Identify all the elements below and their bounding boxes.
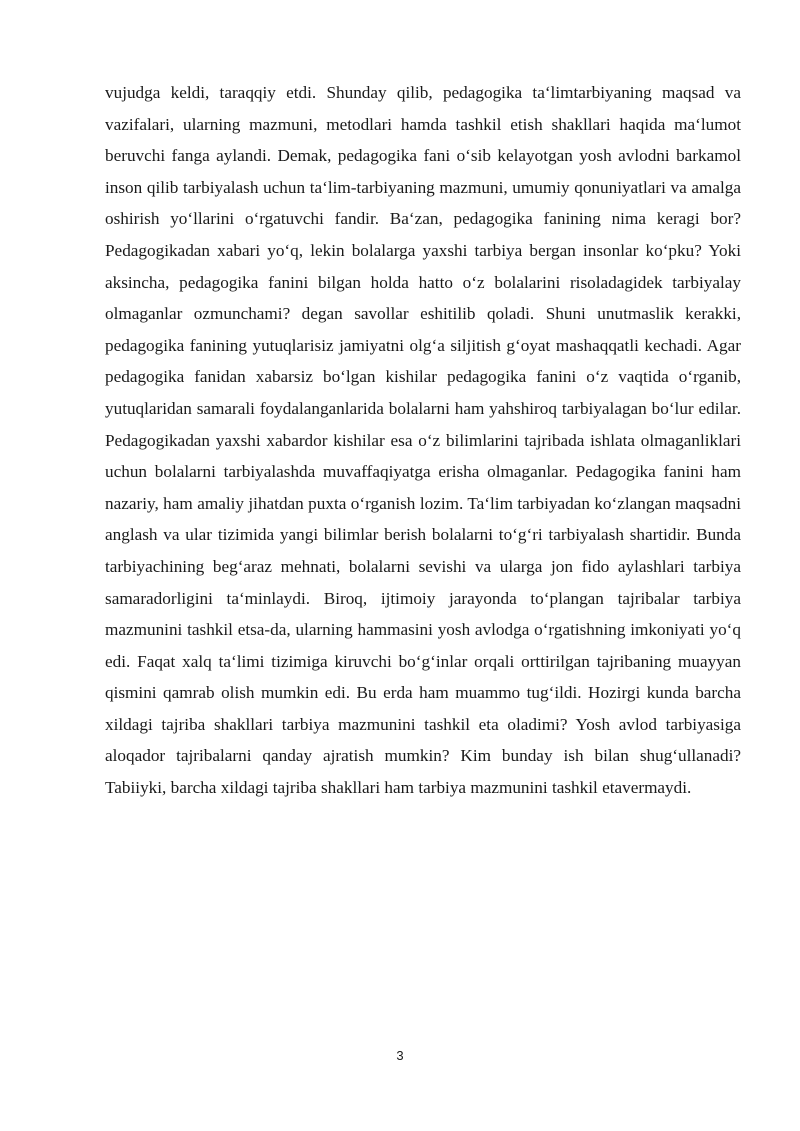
page-number: 3: [396, 1048, 404, 1063]
body-paragraph: vujudga keldi, taraqqiy etdi. Shunday qilib, pedagogika ta‘limtarbiyaning maqsad va vazifalari, ularning mazmuni, metodlari hamda tashkil etish shakllari haqida ma‘lumot beruvchi fanga aylandi. Demak, pedagogika fani o‘sib kelayotgan yosh avlodni barkamol inson qilib tarbiyalash uchun ta‘lim-tarbiyaning mazmuni, umumiy qonuniyatlari va amalga oshirish yo‘llarini o‘rgatuvchi fandir. Ba‘zan, pedagogika fanining nima keragi bor? Pedagogikadan xabari yo‘q, lekin bolalarga yaxshi tarbiya bergan insonlar ko‘pku? Yoki aksincha, pedagogika fanini bilgan holda hatto o‘z bolalarini risoladagidek tarbiyalay olmaganlar ozmunchami? degan savollar eshitilib qoladi. Shuni unutmaslik kerakki, pedagogika fanining yutuqlarisiz jamiyatni olg‘a siljitish g‘oyat mashaqqatli kechadi. Agar pedagogika fanidan xabarsiz bo‘lgan kishilar pedagogika fanini o‘z vaqtida o‘rganib, yutuqlaridan samarali foydalanganlarida bolalarni ham yahshiroq tarbiyalagan bo‘lur edilar. Pedagogikadan yaxshi xabardor kishilar esa o‘z bilimlarini tajribada ishlata olmaganliklari uchun bolalarni tarbiyalashda muvaffaqiyatga erisha olmaganlar. Pedagogika fanini ham nazariy, ham amaliy jihatdan puxta o‘rganish lozim. Ta‘lim tarbiyadan ko‘zlangan maqsadni anglash va ular tizimida yangi bilimlar berish bolalarni to‘g‘ri tarbiyalash shartidir. Bunda tarbiyachining beg‘araz mehnati, bolalarni sevishi va ularga jon fido aylashlari tarbiya samaradorligini ta‘minlaydi. Biroq, ijtimoiy jarayonda to‘plangan tajribalar tarbiya mazmunini tashkil etsa-da, ularning hammasini yosh avlodga o‘rgatishning imkoniyati yo‘q edi. Faqat xalq ta‘limi tizimiga kiruvchi bo‘g‘inlar orqali orttirilgan tajribaning muayyan qismini qamrab olish mumkin edi. Bu erda ham muammo tug‘ildi. Hozirgi kunda barcha xildagi tajriba shakllari tarbiya mazmunini tashkil eta oladimi? Yosh avlod tarbiyasiga aloqador tajribalarni qanday ajratish mumkin? Kim bunday ish bilan shug‘ullanadi? Tabiiyki, barcha xildagi tajriba shakllari ham tarbiya mazmunini tashkil etavermaydi.: [105, 83, 741, 798]
